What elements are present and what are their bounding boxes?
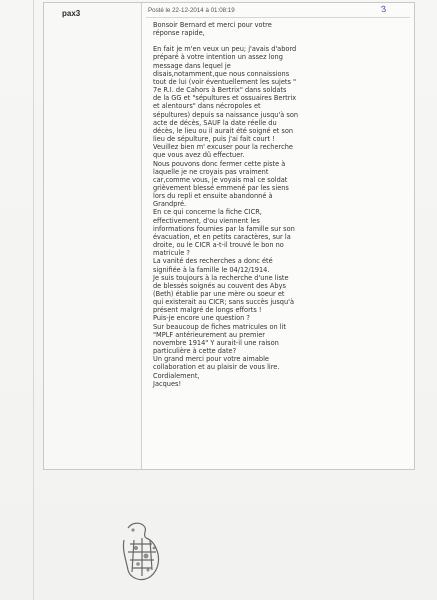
- post-timestamp: Posté le 22-12-2014 à 01:08:19: [148, 7, 235, 14]
- author-name[interactable]: pax3: [62, 9, 81, 18]
- page-edge-line: [33, 0, 34, 600]
- header-divider: [146, 17, 410, 18]
- ink-stamp-icon: [118, 520, 164, 584]
- author-column: [44, 3, 142, 469]
- forum-post-table: [43, 2, 415, 470]
- handwritten-page-number: 3: [380, 3, 387, 15]
- post-greeting: Bonsoir Bernard et merci pour votre réponse rapide,: [153, 21, 272, 38]
- post-message: En fait je m'en veux un peu; j'avais d'abord préparé à votre intention un assez long message dans lequel je disais,notamment,que nous connaissions tout de lui (voir éventuellement les sujets " 7e R.I. de Cahors à Bertrix" dans soldats de la GG et "sépultures et ossuaires Bertrix et alentours" dans nécropoles et sépultures) depuis sa naissance jusqu'à son acte de décès, SAUF la date réelle du décès, le lieu ou il aurait été soigné et son lieu de sépulture, puis j'ai fait court ! Veuillez bien m' excuser pour la recherche que vous avez dû effectuer. Nous pouvons donc fermer cette piste à laquelle je ne croyais pas vraiment car,comme vous, je voyais mal ce soldat grièvement blessé emmené par les siens lors du repli et ensuite abandonné à Grandpré. En ce qui concerne la fiche CICR, effectivement, d'ou viennent les informations fournies par la famille sur son évacuation, et en petits caractères, sur la droite, ou le CICR a-t-il trouvé le bon no matricule ? La vanité des recherches a donc été signifiée à la famille le 04/12/1914. Je suis toujours à la recherche d'une liste de blessés soignés au couvent des Abys (Beth) établie par une mère ou soeur et qui existerait au CICR; sans succès jusqu'à présent malgré de longs efforts ! Puis-je encore une question ? Sur beaucoup de fiches matricules on lit "MPLF antérieurement au premier novembre 1914" Y aurait-il une raison particulière à cette date? Un grand merci pour votre aimable collaboration et au plaisir de vous lire. Cordialement, Jacques!: [153, 45, 299, 388]
- post-column: [142, 3, 414, 469]
- post-body: [153, 21, 353, 388]
